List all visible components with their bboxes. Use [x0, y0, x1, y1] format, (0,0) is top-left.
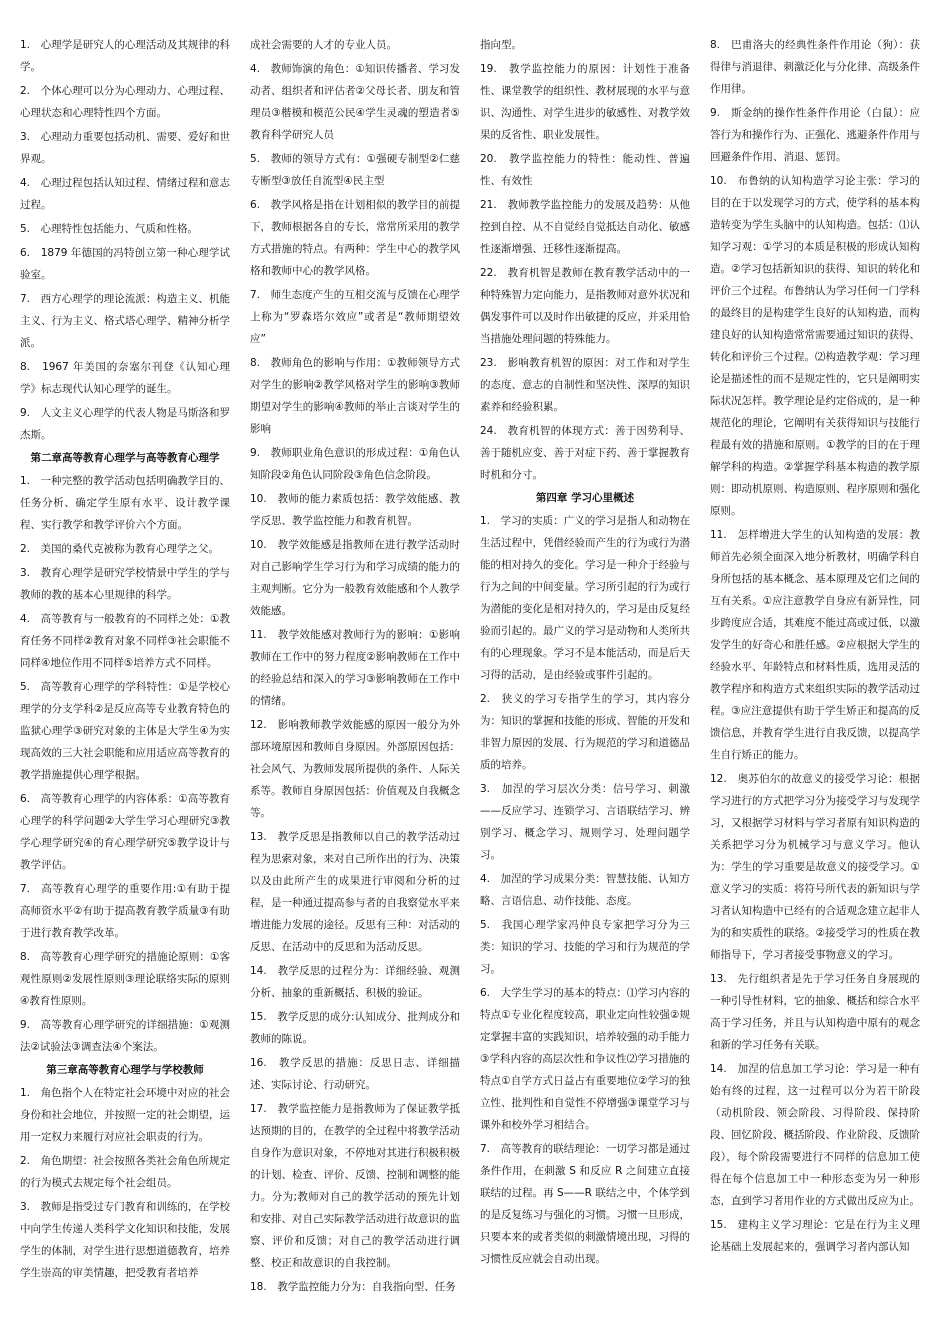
text-column-2 [250, 34, 460, 1334]
list-item: 3. 教育心理学是研究学校情景中学生的学与教师的教的基本心里规律的科学。 [20, 567, 230, 601]
list-item: 6. 教学风格是指在计划相似的教学目的前提下，教师根据各自的专长，常常所采用的教学方式措施的特点。有两种：学生中心的教学风格和教师中心的教学风格。 [250, 199, 460, 277]
section-heading: 第二章高等教育心理学与高等教育心理学 [30, 452, 220, 464]
list-item: 4. 高等教育与一般教育的不同样之处：①教育任务不同样②教育对象不同样③社会职能不同样④地位作用不同样⑤培养方式不同样。 [20, 613, 230, 669]
list-item: 6. 高等教育心理学的内容体系：①高等教育心理学的科学问题②大学生学习心理研究③教学心理学研究④的育心理学研究⑤教学设计与教学评估。 [20, 793, 230, 871]
list-item: 20. 教学监控能力的特性：能动性、普遍性、有效性 [480, 153, 690, 187]
list-item: 11. 教学效能感对教师行为的影响：①影响教师在工作中的努力程度②影响教师在工作中的经验总结和深入的学习③影响教师在工作中的情绪。 [250, 629, 460, 707]
section-heading: 第四章 学习心里概述 [535, 492, 635, 504]
list-item: 1. 心理学是研究人的心理活动及其规律的科学。 [20, 39, 230, 73]
list-item: 1. 学习的实质：广义的学习是指人和动物在生活过程中，凭借经验而产生的行为或行为潜能的相对持久的变化。学习是一种介于经验与行为之间的中间变量。学习所引起的行为或行为潜能的变化是相对持久的，学习是由反复经验而引起的。最广义的学习是动物和人类所共有的心理现象。学习不是本能活动，而是后天习得的活动，是由经验或事件引起的。 [480, 515, 690, 681]
list-item: 2. 狭义的学习专指学生的学习，其内容分为：知识的掌握和技能的形成、智能的开发和非智力原因的发展、行为规范的学习和道德品质的培养。 [480, 693, 690, 771]
list-item: 2. 角色期望：社会按照各类社会角色所规定的行为模式去规定每个社会组员。 [20, 1155, 230, 1189]
list-item: 6. 1879 年德国的冯特创立第一种心理学试验室。 [20, 247, 230, 281]
list-item: 3. 加涅的学习层次分类：信号学习、刺激——反应学习、连锁学习、言语联结学习、辨别学习、概念学习、规则学习、处理问题学习。 [480, 783, 690, 861]
list-item: 5. 心理特性包括能力、气质和性格。 [20, 223, 199, 235]
list-item: 18. 教学监控能力分为：自我指向型、任务 [250, 1281, 456, 1293]
list-item: 9. 教师职业角色意识的形成过程：①角色认知阶段②角色认同阶段③角色信念阶段。 [250, 447, 460, 481]
list-item: 指向型。 [480, 39, 522, 51]
text-column-4 [710, 34, 920, 1334]
list-item: 7. 高等教育心理学的重要作用:①有助于提高师资水平②有助于提高教育教学质量③有助于进行教育教学改革。 [20, 883, 230, 939]
list-item: 7. 师生态度产生的互相交流与反馈在心理学上称为“罗森塔尔效应”或者是“教师期望效应” [250, 289, 460, 345]
list-item: 17. 教学监控能力是指教师为了保证教学抵达预期的目的，在教学的全过程中将教学活动自身作为意识对象，不停地对其进行积极积极的计划、检查、评价、反馈、控制和调整的能力。分为;教师对自己的教学活动的预先计划和安排、对自己实际教学活动进行故意识的监察、评价和反馈；对自己的教学活动进行调整、校正和故意识的自我控制。 [250, 1103, 460, 1269]
list-item: 4. 教师饰演的角色：①知识传播者、学习发动者、组织者和评估者②父母长者、朋友和管理员③楷模和模范公民④学生灵魂的塑造者⑤教育科学研究人员 [250, 63, 460, 141]
list-item: 10. 布鲁纳的认知构造学习论主张：学习的目的在于以发现学习的方式，使学科的基本构造转变为学生头脑中的认知构造。包括：⑴认知学习观：①学习的本质是积极的形成认知构造。②学习包括新知识的获得、知识的转化和评价三个过程。布鲁纳认为学习任何一门学科的最终目的是构建学生良好的认知构造，而构建良好的认知构造常常需要通过知识的获得、转化和评价三个过程。⑵构造教学观：学习理论是描述性的而不是规定性的，它只是阐明实际状况怎样。教学理论是约定俗成的，是一种规范化的理论，它阐明有关获得知识与技能行程最有效的措施和原则。①教学的目的在于理解学科的构造。②掌握学科基本构造的教学原则：即动机原则、构造原则、程序原则和强化原则。 [710, 175, 920, 517]
list-item: 9. 人文主义心理学的代表人物是马斯洛和罗杰斯。 [20, 407, 230, 441]
text-column-1 [20, 34, 230, 1334]
list-item: 14. 加涅的信息加工学习论：学习是一种有始有终的过程，这一过程可以分为若干阶段（动机阶段、领会阶段、习得阶段、保持阶段、回忆阶段、概括阶段、作业阶段、反馈阶段），每个阶段需要进行不同样的信息加工使得在每个信息加工中一种形态变为另一种形态，直到学习者用作业的方式做出反应为止。 [710, 1063, 920, 1207]
list-item: 3. 教师是指受过专门教育和训练的，在学校中向学生传递人类科学文化知识和技能，发展学生的体制，对学生进行思想道德教育，培养学生崇高的审美情趣，把受教育者培养 [20, 1201, 230, 1279]
list-item: 5. 高等教育心理学的学科特性：①是学校心理学的分支学科②是反应高等专业教育特色的监狱心理学③研究对象的主体是大学生④为实现高效的三大社会职能和应用适应高等教育的教学措施提供心理学根据。 [20, 681, 230, 781]
list-item: 1. 一种完整的教学活动包括明确教学目的、任务分析、确定学生原有水平、设计教学课程、实行教学和教学评价六个方面。 [20, 475, 230, 531]
list-item: 15. 建构主义学习理论：它是在行为主义理论基础上发展起来的，强调学习者内部认知 [710, 1219, 920, 1253]
text-column-3 [480, 34, 690, 1334]
list-item: 13. 先行组织者是先于学习任务自身展现的一种引导性材料，它的抽象、概括和综合水平高于学习任务，并且与认知构造中原有的观念和新的学习任务有关联。 [710, 973, 920, 1051]
list-item: 1. 角色指个人在特定社会环境中对应的社会身份和社会地位，并按照一定的社会期望，运用一定权力来履行对应社会职责的行为。 [20, 1087, 230, 1143]
list-item: 4. 加涅的学习成果分类：智慧技能、认知方略、言语信息、动作技能、态度。 [480, 873, 690, 907]
list-item: 10. 教师的能力素质包括：教学效能感、教学反思、教学监控能力和教育机智。 [250, 493, 460, 527]
list-item: 5. 教师的领导方式有：①强硬专制型②仁慈专断型③放任自流型④民主型 [250, 153, 460, 187]
list-item: 8. 1967 年美国的奈塞尔刊登《认知心理学》标志现代认知心理学的诞生。 [20, 361, 230, 395]
list-item: 13. 教学反思是指教师以自己的教学活动过程为思索对象，来对自己所作出的行为、决策以及由此所产生的成果进行审阅和分析的过程，是一种通过提高参与者的自我察觉水平来增进能力发展的途径。反思有三种：对活动的反思、在活动中的反思和为活动反思。 [250, 831, 460, 953]
list-item: 2. 个体心理可以分为心理动力、心理过程、心理状态和心理特性四个方面。 [20, 85, 230, 119]
list-item: 9. 高等教育心理学研究的详细措施：①观测法②试验法③调查法④个案法。 [20, 1019, 230, 1053]
list-item: 6. 大学生学习的基本的特点：⑴学习内容的特点①专业化程度较高，职业定向性较强②规定掌握丰富的实践知识，培养较强的动手能力③学科内容的高层次性和争议性⑵学习措施的特点①自学方式日益占有重要地位②学习的独立性、批判性和自觉性不停增强③课堂学习与课外和校外学习相结合。 [480, 987, 690, 1131]
list-item: 2. 美国的桑代克被称为教育心理学之父。 [20, 543, 220, 555]
list-item: 15. 教学反思的成分:认知成分、批判成分和教师的陈说。 [250, 1011, 460, 1045]
list-item: 21. 教师教学监控能力的发展及趋势：从他控到自控、从不自觉经自觉抵达自动化、敏感性逐渐增强、迁移性逐渐提高。 [480, 199, 690, 255]
list-item: 8. 教师角色的影响与作用：①教师领导方式对学生的影响②教学风格对学生的影响③教师期望对学生的影响④教师的举止言谈对学生的影响 [250, 357, 460, 435]
list-item: 19. 教学监控能力的原因：计划性于准备性、课堂教学的组织性、教材展现的水平与意识、沟通性、对学生进步的敏感性、对教学效果的反省性、职业发展性。 [480, 63, 690, 141]
list-item: 14. 教学反思的过程分为：详细经验、观测分析、抽象的重新概括、积极的验证。 [250, 965, 460, 999]
list-item: 11. 怎样增进大学生的认知构造的发展：教师首先必须全面深入地分析教材，明确学科自身所包括的基本概念、基本原理及它们之间的互有关系。①应注意教学自身应有新异性，同步跨度应合适，其难度不能过高或过低，以激发学生的好奇心和胜任感。②应根据大学生的经验水平、年龄特点和材料性质，选用灵活的教学程序和构造方式来组织实际的教学活动过程。③应注意提供有助于学生矫正和提高的反馈信息，并教育学生进行自我反馈，以提高学生自行矫正的能力。 [710, 529, 920, 761]
list-item: 7. 西方心理学的理论流派：构造主义、机能主义、行为主义、格式塔心理学、精神分析学派。 [20, 293, 230, 349]
list-item: 24. 教育机智的体现方式：善于因势利导、善于随机应变、善于对症下药、善于掌握教育时机和分寸。 [480, 425, 690, 481]
list-item: 8. 巴甫洛夫的经典性条件作用论（狗）：获得律与消退律、刺激泛化与分化律、高级条件作用律。 [710, 39, 920, 95]
list-item: 3. 心理动力重要包括动机、需要、爱好和世界观。 [20, 131, 230, 165]
list-item: 12. 奥苏伯尔的故意义的接受学习论：根据学习进行的方式把学习分为接受学习与发现学习，又根据学习材料与学习者原有知识构造的关系把学习分为机械学习与意义学习。他认为：学生的学习重要是故意义的接受学习。①意义学习的实质：将符号所代表的新知识与学习者认知构造中已经有的合适观念建立起非人为的和实质性的联络。②接受学习的性质在教师指导下，学习者接受事物意义的学习。 [710, 773, 920, 961]
list-item: 成社会需要的人才的专业人员。 [250, 39, 397, 51]
list-item: 16. 教学反思的措施：反思日志、详细描述、实际讨论、行动研究。 [250, 1057, 460, 1091]
list-item: 10. 教学效能感是指教师在进行教学活动时对自己影响学生学习行为和学习成绩的能力的主观判断。它分为一般教育效能感和个人教学效能感。 [250, 539, 460, 617]
list-item: 8. 高等教育心理学研究的措施论原则：①客观性原则②发展性原则③理论联络实际的原则④教育性原则。 [20, 951, 230, 1007]
list-item: 4. 心理过程包括认知过程、情绪过程和意志过程。 [20, 177, 230, 211]
list-item: 22. 教育机智是教师在教育教学活动中的一种特殊智力定向能力，是指教师对意外状况和偶发事件可以及时作出敏捷的反应，并采用恰当措施处理问题的特殊能力。 [480, 267, 690, 345]
list-item: 23. 影响教育机智的原因：对工作和对学生的态度、意志的自制性和坚决性、深厚的知识素养和经验积累。 [480, 357, 690, 413]
list-item: 5. 我国心理学家冯仲良专家把学习分为三类：知识的学习、技能的学习和行为规范的学习。 [480, 919, 690, 975]
section-heading: 第三章高等教育心理学与学校教师 [46, 1064, 204, 1076]
list-item: 7. 高等教育的联结理论：一切学习都是通过条件作用，在刺激 S 和反应 R 之间建立直接联结的过程。再 S——R 联结之中，个体学到的是反复练习与强化的习惯。习惯一旦形成，只要本来的或者类似的刺激情境出现，习得的习惯性反应就会自动出现。 [480, 1143, 690, 1265]
list-item: 9. 斯金纳的操作性条件作用论（白鼠）：应答行为和操作行为、正强化、逃避条件作用与回避条件作用、消退、惩罚。 [710, 107, 920, 163]
list-item: 12. 影响教师教学效能感的原因一般分为外部环境原因和教师自身原因。外部原因包括：社会风气、为教师发展所提供的条件、人际关系等。教师自身原因包括：价值观及自我概念等。 [250, 719, 460, 819]
